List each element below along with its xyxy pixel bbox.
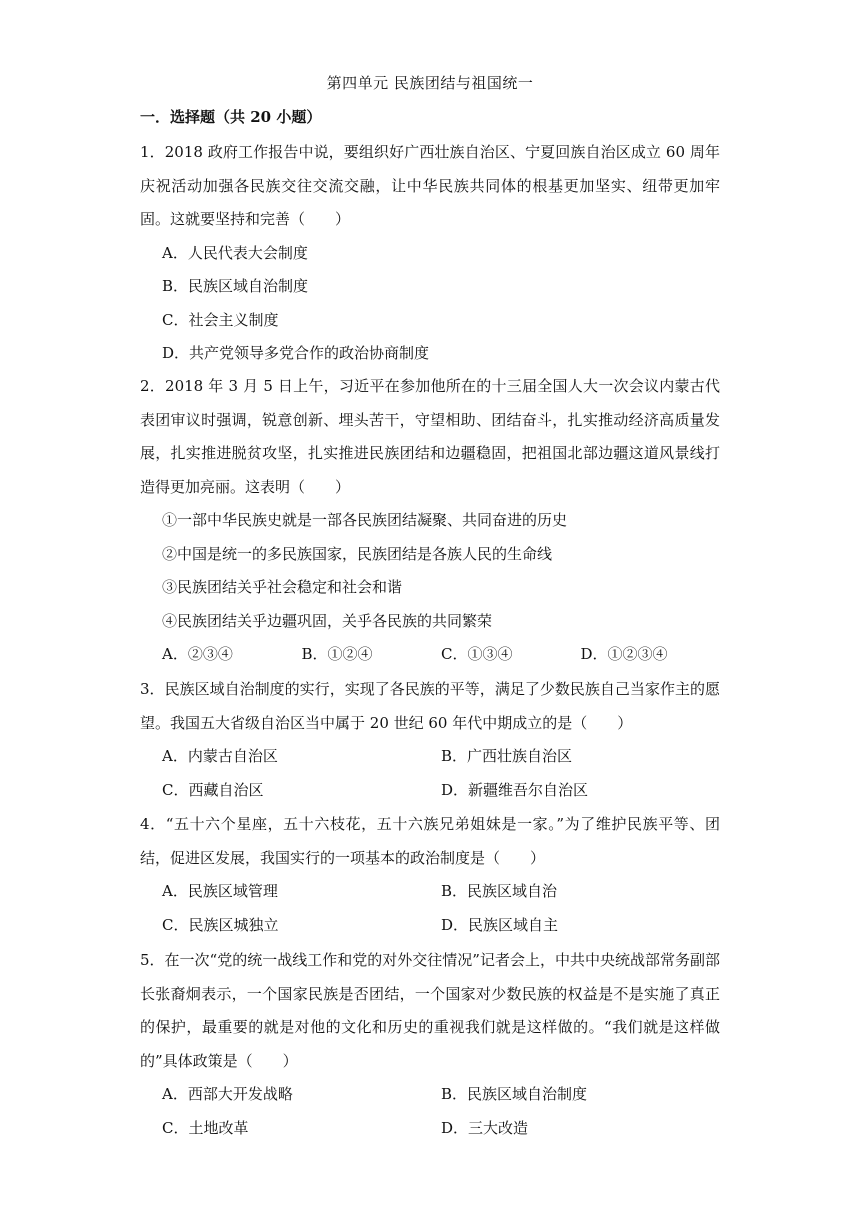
option-a: A．内蒙古自治区: [162, 747, 278, 765]
options-row: [140, 875, 720, 909]
question-3: [140, 673, 720, 807]
question-5: [140, 944, 720, 1145]
question-stem: 1．2018 政府工作报告中说，要组织好广西壮族自治区、宁夏回族自治区成立 60 周年庆祝活动加强各民族交往交流交融，让中华民族共同体的根基更加坚实、纽带更加牢固。这就要坚持和完善（ ）: [140, 143, 720, 228]
option-b: B．①②④: [301, 645, 373, 663]
section-heading: 一．选择题（共 20 小题）: [140, 108, 322, 126]
option-c: C．土地改革: [162, 1118, 249, 1137]
options-row: [140, 1112, 720, 1146]
question-stem: 5．在一次“党的统一战线工作和党的对外交往情况”记者会上，中共中央统战部常务副部长张裔炯表示，一个国家民族是否团结，一个国家对少数民族的权益是不是实施了真正的保护，最重要的就是对他的文化和历史的重视我们就是这样做的。“我们就是这样做的”具体政策是（ ）: [140, 951, 720, 1070]
option-b: B．民族区域自治制度: [441, 1085, 588, 1103]
option-d: D．新疆维吾尔自治区: [441, 780, 589, 799]
option-b: B．广西壮族自治区: [441, 747, 573, 765]
option-c: C．①③④: [441, 645, 513, 663]
option-c: C．西藏自治区: [162, 780, 264, 799]
question-stem: 2．2018 年 3 月 5 日上午，习近平在参加他所在的十三届全国人大一次会议内蒙古代表团审议时强调，锐意创新、埋头苦干，守望相助、团结奋斗，扎实推动经济高质量发展，扎实推进脱贫攻坚，扎实推进民族团结和边疆稳固，把祖国北部边疆这道风景线打造得更加亮丽。这表明（ ）: [140, 377, 720, 496]
option-a: A．人民代表大会制度: [162, 243, 308, 262]
option-c: C．社会主义制度: [162, 310, 279, 329]
question-4: [140, 808, 720, 942]
statement-4: ④民族团结关乎边疆巩固，关乎各民族的共同繁荣: [162, 611, 493, 630]
option-b: B．民族区域自治: [441, 882, 558, 900]
option-d: D．三大改造: [441, 1118, 529, 1137]
question-1: [140, 136, 720, 371]
option-d: D．①②③④: [580, 645, 668, 663]
options-row: [140, 774, 720, 808]
option-a: A．民族区域管理: [162, 882, 278, 900]
question-stem: 4．“五十六个星座，五十六枝花，五十六族兄弟姐妹是一家。”为了维护民族平等、团结，促进区发展，我国实行的一项基本的政治制度是（ ）: [140, 815, 720, 867]
statement-2: ②中国是统一的多民族国家，民族团结是各族人民的生命线: [162, 544, 553, 563]
option-c: C．民族区城独立: [162, 915, 279, 934]
options-row: [140, 1078, 720, 1112]
question-stem: 3．民族区域自治制度的实行，实现了各民族的平等，满足了少数民族自己当家作主的愿望。我国五大省级自治区当中属于 20 世纪 60 年代中期成立的是（ ）: [140, 680, 720, 732]
statement-3: ③民族团结关乎社会稳定和社会和谐: [162, 578, 403, 596]
options-row: [140, 740, 720, 774]
option-d: D．民族区域自主: [441, 915, 559, 934]
option-a: A．②③④: [162, 645, 233, 663]
options-row: [140, 909, 720, 943]
option-b: B．民族区域自治制度: [162, 277, 309, 295]
option-a: A．西部大开发战略: [162, 1085, 293, 1103]
option-d: D．共产党领导多党合作的政治协商制度: [162, 344, 430, 362]
question-2: [140, 370, 720, 672]
statement-1: ①一部中华民族史就是一部各民族团结凝聚、共同奋进的历史: [162, 511, 568, 529]
options-row: [140, 638, 720, 672]
unit-title: 第四单元 民族团结与祖国统一: [326, 74, 534, 92]
